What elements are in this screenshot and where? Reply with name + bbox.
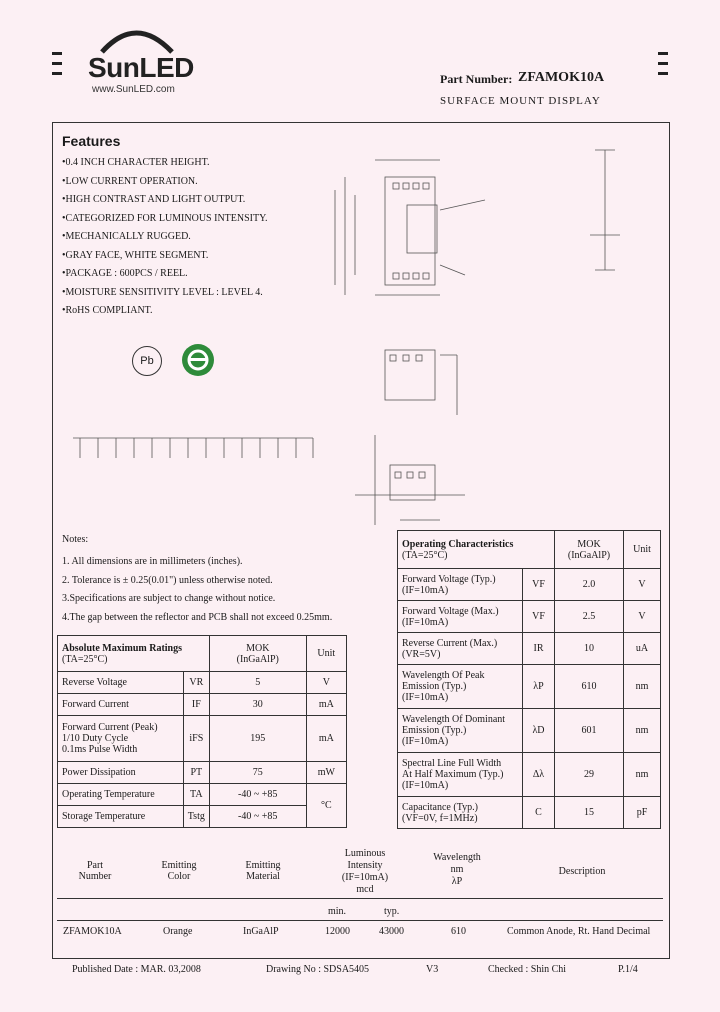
am-param: Operating Temperature (58, 784, 184, 806)
note-item: 1. All dimensions are in millimeters (inches). (62, 556, 243, 567)
oc-param: (IF=10mA) (402, 736, 449, 747)
features-list (62, 154, 268, 321)
footer-published: Published Date : MAR. 03,2008 (72, 964, 201, 975)
oc-sym: VF (523, 569, 555, 601)
oc-param: (VF=0V, f=1MHz) (402, 812, 478, 824)
corner-mark (52, 62, 62, 65)
sel-h: Part (86, 860, 104, 871)
am-sym: TA (183, 784, 209, 806)
selection-header (57, 848, 663, 898)
am-sym: VR (183, 672, 209, 694)
oc-unit: nm (624, 665, 661, 709)
sel-desc-header: Description (558, 866, 606, 877)
sel-material-header (233, 860, 293, 882)
am-sym: Tstg (183, 806, 209, 828)
pb-text: Pb (140, 355, 154, 367)
footer-checked: Checked : Shin Chi (488, 964, 567, 975)
oc-param: Reverse Current (Max.) (402, 637, 498, 649)
oc-title-cond: (TA=25°C) (402, 549, 448, 561)
sel-h: Color (167, 871, 191, 882)
oc-unit: pF (624, 797, 661, 829)
sel-lum-header (333, 848, 397, 896)
am-title: Absolute Maximum Ratings (62, 642, 183, 654)
sel-wl: 610 (451, 926, 466, 937)
sel-h: Luminous (344, 848, 386, 859)
am-col-part2: (InGaAlP) (236, 653, 279, 665)
oc-val: 601 (555, 709, 624, 753)
oc-val: 15 (555, 797, 624, 829)
oc-col-part: MOK (577, 538, 601, 550)
am-unit: °C (306, 784, 346, 828)
oc-sym: λP (523, 665, 555, 709)
am-val: 195 (209, 716, 306, 762)
feature-item: •PACKAGE : 600PCS / REEL. (62, 268, 188, 279)
logo-sun-arc-icon (96, 22, 176, 54)
sel-color-header (149, 860, 209, 882)
oc-param: Wavelength Of Dominant (402, 714, 506, 725)
part-number-label: Part Number: (440, 72, 513, 86)
feature-item: •MOISTURE SENSITIVITY LEVEL : LEVEL 4. (62, 286, 263, 298)
package-dimension-drawing (315, 135, 660, 535)
oc-param: (IF=10mA) (402, 584, 449, 596)
oc-unit: uA (624, 633, 661, 665)
oc-param: Spectral Line Full Width (402, 758, 502, 769)
oc-val: 10 (555, 633, 624, 665)
absolute-max-ratings-table (57, 635, 347, 828)
am-title-cond: (TA=25°C) (62, 653, 108, 665)
am-val: -40 ~ +85 (209, 806, 306, 828)
sel-part-header (67, 860, 123, 882)
am-val: 5 (209, 672, 306, 694)
divider (57, 920, 663, 921)
sel-part: ZFAMOK10A (63, 926, 122, 937)
sel-h: Wavelength (433, 852, 481, 863)
oc-param: Wavelength Of Peak (402, 670, 485, 681)
sel-h: mcd (356, 884, 374, 895)
corner-mark (658, 52, 668, 55)
oc-unit: V (624, 569, 661, 601)
corner-mark (52, 52, 62, 55)
oc-param: Capacitance (Typ.) (402, 801, 478, 813)
feature-item: •MECHANICALLY RUGGED. (62, 231, 191, 242)
feature-item: •GRAY FACE, WHITE SEGMENT. (62, 249, 209, 261)
feature-item: •CATEGORIZED FOR LUMINOUS INTENSITY. (62, 212, 268, 224)
am-param: Power Dissipation (58, 762, 184, 784)
selection-row (57, 924, 663, 940)
part-number: ZFAMOK10A (518, 70, 605, 85)
footer-page: P.1/4 (618, 964, 638, 975)
sel-h: Material (246, 871, 280, 882)
feature-item: •HIGH CONTRAST AND LIGHT OUTPUT. (62, 194, 246, 205)
feature-item: •RoHS COMPLIANT. (62, 305, 153, 316)
oc-param: (IF=10mA) (402, 780, 449, 791)
am-param: Storage Temperature (58, 806, 184, 828)
oc-param: (IF=10mA) (402, 616, 449, 628)
note-item: 2. Tolerance is ± 0.25(0.01") unless otherwise noted. (62, 574, 273, 586)
sel-h: nm (450, 864, 464, 875)
corner-mark (658, 72, 668, 75)
am-unit: V (306, 672, 346, 694)
brand-logo: SunLED (88, 52, 194, 83)
sel-material: InGaAlP (243, 926, 279, 937)
oc-sym: C (523, 797, 555, 829)
am-sym: PT (183, 762, 209, 784)
features-title: Features (62, 133, 121, 149)
oc-param: Emission (Typ.) (402, 681, 467, 692)
am-sym: iFS (183, 716, 209, 762)
sel-color: Orange (163, 926, 193, 937)
oc-val: 610 (555, 665, 624, 709)
oc-sym: Δλ (523, 753, 555, 797)
oc-unit: nm (624, 753, 661, 797)
am-val: 75 (209, 762, 306, 784)
note-item: 3.Specifications are subject to change without notice. (62, 593, 276, 604)
am-param: 1/10 Duty Cycle (62, 733, 129, 744)
sel-h: Emitting (161, 860, 197, 871)
note-item: 4.The gap between the reflector and PCB shall not exceed 0.25mm. (62, 611, 333, 623)
pb-free-icon (132, 346, 162, 376)
oc-param: (VR=5V) (402, 648, 441, 660)
am-param: 0.1ms Pulse Width (62, 744, 138, 755)
oc-unit: V (624, 601, 661, 633)
sel-wl-header (427, 852, 487, 888)
sel-typ: 43000 (379, 926, 404, 937)
oc-param: Forward Voltage (Typ.) (402, 573, 496, 585)
sel-h: Emitting (245, 860, 281, 871)
notes-list (62, 553, 332, 627)
sel-h: λP (451, 876, 463, 887)
am-unit: mA (306, 716, 346, 762)
am-unit: mW (306, 762, 346, 784)
notes-title: Notes: (62, 534, 89, 545)
oc-sym: VF (523, 601, 555, 633)
corner-mark (52, 72, 62, 75)
feature-item: •0.4 INCH CHARACTER HEIGHT. (62, 157, 210, 168)
am-param: Reverse Voltage (58, 672, 184, 694)
oc-sym: λD (523, 709, 555, 753)
am-unit: mA (306, 694, 346, 716)
sel-min-label: min. (328, 906, 347, 917)
sel-h: Intensity (347, 860, 383, 871)
sel-desc: Common Anode, Rt. Hand Decimal (507, 926, 651, 937)
footer-drawing: Drawing No : SDSA5405 (266, 964, 370, 975)
am-col-unit: Unit (306, 636, 346, 672)
am-val: -40 ~ +85 (209, 784, 306, 806)
oc-unit: nm (624, 709, 661, 753)
oc-col-unit: Unit (624, 531, 661, 569)
sel-min: 12000 (325, 926, 350, 937)
oc-param: Forward Voltage (Max.) (402, 605, 499, 617)
footer-version: V3 (426, 964, 439, 975)
oc-val: 2.0 (555, 569, 624, 601)
am-param: Forward Current (Peak) (62, 722, 158, 733)
oc-col-part2: (InGaAlP) (567, 549, 611, 561)
sel-h: (IF=10mA) (341, 872, 389, 883)
am-param: Forward Current (58, 694, 184, 716)
oc-param: (IF=10mA) (402, 692, 449, 703)
oc-val: 2.5 (555, 601, 624, 633)
product-subtitle: SURFACE MOUNT DISPLAY (440, 95, 601, 107)
oc-sym: IR (523, 633, 555, 665)
am-val: 30 (209, 694, 306, 716)
circuit-schematic (68, 428, 318, 468)
divider (57, 898, 663, 899)
feature-item: •LOW CURRENT OPERATION. (62, 175, 198, 187)
oc-val: 29 (555, 753, 624, 797)
oc-title: Operating Characteristics (402, 538, 514, 550)
oc-param: At Half Maximum (Typ.) (402, 769, 504, 780)
corner-mark (658, 62, 668, 65)
oc-param: Emission (Typ.) (402, 725, 467, 736)
rohs-e-icon (180, 342, 216, 378)
am-sym: IF (183, 694, 209, 716)
sel-typ-label: typ. (384, 906, 400, 917)
operating-characteristics-table (397, 530, 661, 829)
sel-h: Number (78, 871, 112, 882)
am-col-part: MOK (246, 642, 270, 654)
brand-url[interactable]: www.SunLED.com (92, 84, 175, 95)
